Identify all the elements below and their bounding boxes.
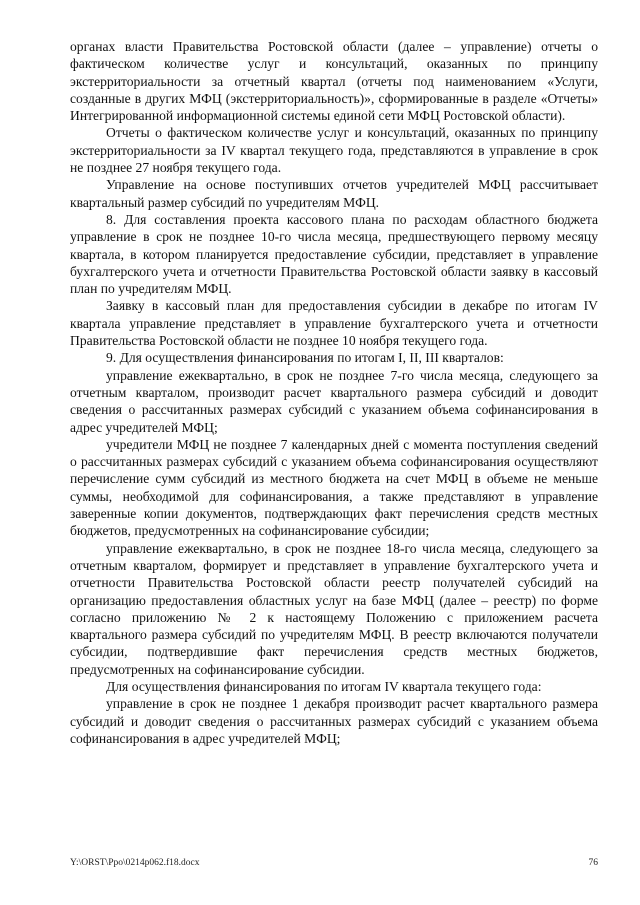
paragraph: управление ежеквартально, в срок не позднее 7-го числа месяца, следующего за отчетным кварталом, производит расчет квартального размера субсидий и доводит сведения о рассчитанных размерах субсидий с указанием объема софинансирования в адрес учредителей МФЦ; — [70, 367, 598, 435]
paragraph: управление в срок не позднее 1 декабря производит расчет квартального размера субсидий и доводит сведения о рассчитанных размерах субсидий с указанием объема софинансирования в адрес учредителей МФЦ; — [70, 696, 598, 746]
paragraph: Управление на основе поступивших отчетов учредителей МФЦ рассчитывает квартальный размер субсидий по учредителям МФЦ. — [70, 177, 598, 210]
paragraph: Заявку в кассовый план для предоставления субсидии в декабре по итогам IV квартала управление представляет в управление бухгалтерского учета и отчетности Правительства Ростовской области не позднее 10 ноября текущего года. — [70, 298, 598, 349]
paragraph: органах власти Правительства Ростовской области (далее – управление) отчеты о фактическом количестве услуг и консультаций, оказанных по принципу экстерриториальности за отчетный квартал (отчеты под наименованием «Услуги, созданные в других МФЦ (экстерриториальность)», сформированные в разделе «Отчеты» Интегрированной информационной системы единой сети МФЦ Ростовской области). — [70, 39, 598, 124]
paragraph: Отчеты о фактическом количестве услуг и консультаций, оказанных по принципу экстерриториальности за IV квартал текущего года, представляются в управление в срок не позднее 27 ноября текущего года. — [70, 125, 598, 176]
paragraph: 9. Для осуществления финансирования по итогам I, II, III кварталов: — [106, 350, 504, 366]
paragraph: управление ежеквартально, в срок не позднее 18-го числа месяца, следующего за отчетным кварталом, формирует и представляет в управление бухгалтерского учета и отчетности Правительства Ростовской области реестр получателей субсидий на организацию предоставления областных услуг на базе МФЦ (далее – реестр) по форме согласно приложению № 2 к настоящему Положению с приложением расчета квартального размера субсидий по учредителям МФЦ. В реестр включаются получатели субсидии, подтвердившие факт перечисления средств местных бюджетов, предусмотренных на софинансирование субсидии. — [70, 540, 598, 677]
file-path: Y:\ORST\Ppo\0214p062.f18.docx — [70, 858, 200, 868]
body-text — [70, 38, 598, 747]
paragraph: 8. Для составления проекта кассового плана по расходам областного бюджета управление в срок не позднее 10-го числа месяца, предшествующего первому месяцу квартала, в котором планируется предоставление субсидии, представляет в управление бухгалтерского учета и отчетности Правительства Ростовской области заявку в кассовый план по учредителям МФЦ. — [70, 211, 598, 297]
paragraph: учредители МФЦ не позднее 7 календарных дней с момента поступления сведений о рассчитанных размерах субсидий с указанием объема софинансирования осуществляют перечисление сумм субсидий из местного бюджета на счет МФЦ в объеме не меньше суммы, необходимой для софинансирования, а также представляют в управление заверенные копии документов, подтверждающих факт перечисления средств местных бюджетов, предусмотренных на софинансирование субсидии; — [70, 436, 598, 539]
paragraph: Для осуществления финансирования по итогам IV квартала текущего года: — [106, 678, 542, 694]
page-number: 76 — [588, 858, 598, 868]
